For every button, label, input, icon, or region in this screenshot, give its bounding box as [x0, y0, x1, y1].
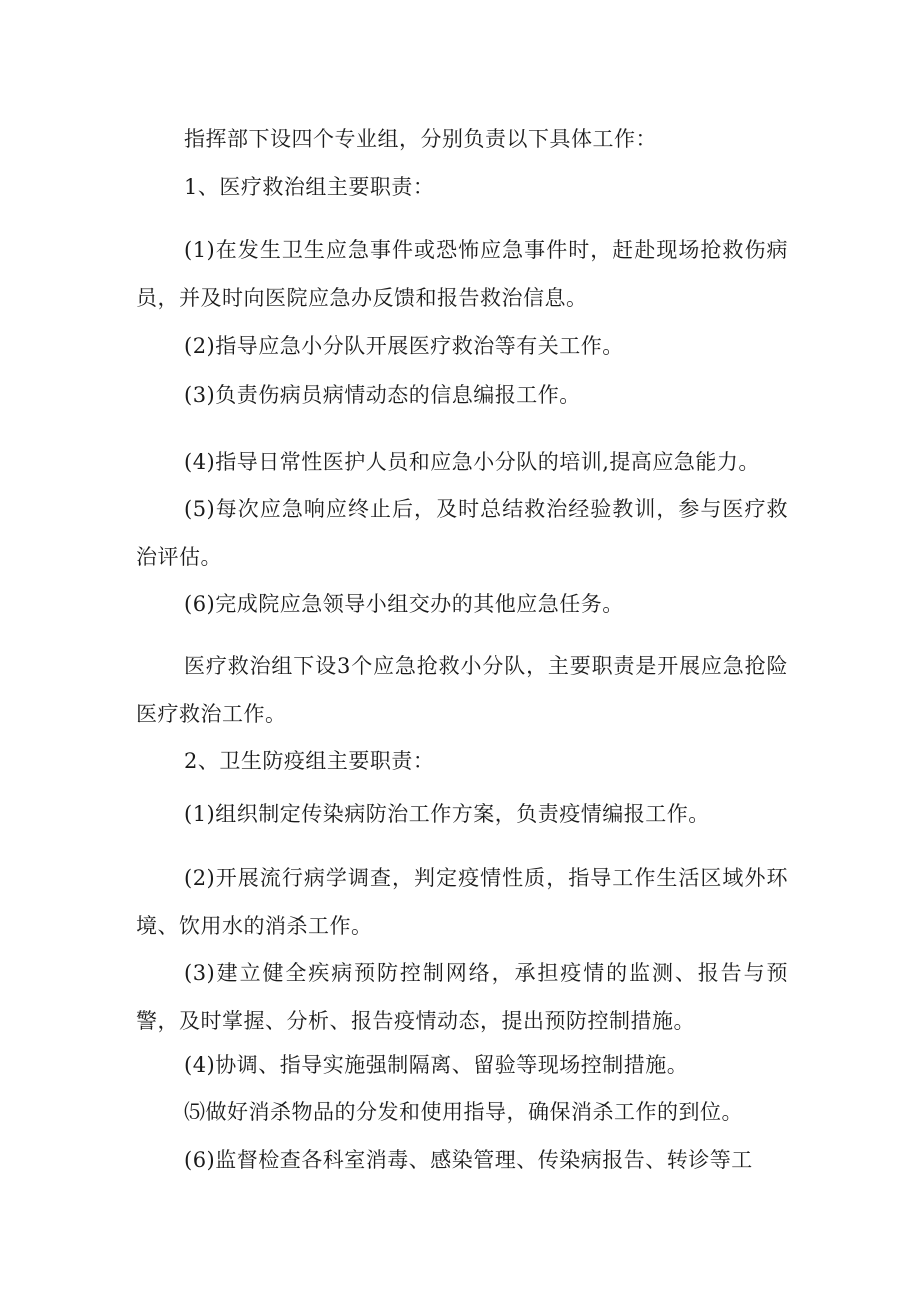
- paragraph-medical-duty-5: (5)每次应急响应终止后，及时总结救治经验教训，参与医疗救治评估。: [136, 497, 788, 569]
- heading-medical-treatment-group: 1、医疗救治组主要职责：: [184, 175, 435, 199]
- paragraph-medical-duty-4: (4)指导日常性医护人员和应急小分队的培训,提高应急能力。: [184, 450, 760, 474]
- paragraph-prevention-duty-3: (3)建立健全疾病预防控制网络，承担疫情的监测、报告与预警，及时掌握、分析、报告疫情动态，提出预防控制措施。: [136, 961, 788, 1033]
- paragraph-medical-duty-6: (6)完成院应急领导小组交办的其他应急任务。: [184, 592, 624, 616]
- paragraph-prevention-duty-5: ⑸做好消杀物品的分发和使用指导，确保消杀工作的到位。: [184, 1100, 743, 1124]
- paragraph-medical-duty-3: (3)负责伤病员病情动态的信息编报工作。: [184, 383, 581, 407]
- paragraph-prevention-duty-4: (4)协调、指导实施强制隔离、留验等现场控制措施。: [184, 1053, 689, 1077]
- paragraph-prevention-duty-2: (2)开展流行病学调查，判定疫情性质，指导工作生活区域外环境、饮用水的消杀工作。: [136, 866, 788, 938]
- paragraph-medical-duty-1: (1)在发生卫生应急事件或恐怖应急事件时，赶赴现场抢救伤病员，并及时向医院应急办反馈和报告救治信息。: [136, 238, 788, 310]
- paragraph-medical-duty-2: (2)指导应急小分队开展医疗救治等有关工作。: [184, 334, 624, 358]
- paragraph-prevention-duty-6: (6)监督检查各科室消毒、感染管理、传染病报告、转诊等工: [184, 1148, 753, 1172]
- paragraph-rescue-teams: 医疗救治组下设3个应急抢救小分队，主要职责是开展应急抢险医疗救治工作。: [136, 654, 788, 726]
- paragraph-prevention-duty-1: (1)组织制定传染病防治工作方案，负责疫情编报工作。: [184, 802, 710, 826]
- heading-epidemic-prevention-group: 2、卫生防疫组主要职责：: [184, 749, 435, 773]
- paragraph-intro: 指挥部下设四个专业组，分别负责以下具体工作：: [184, 127, 657, 151]
